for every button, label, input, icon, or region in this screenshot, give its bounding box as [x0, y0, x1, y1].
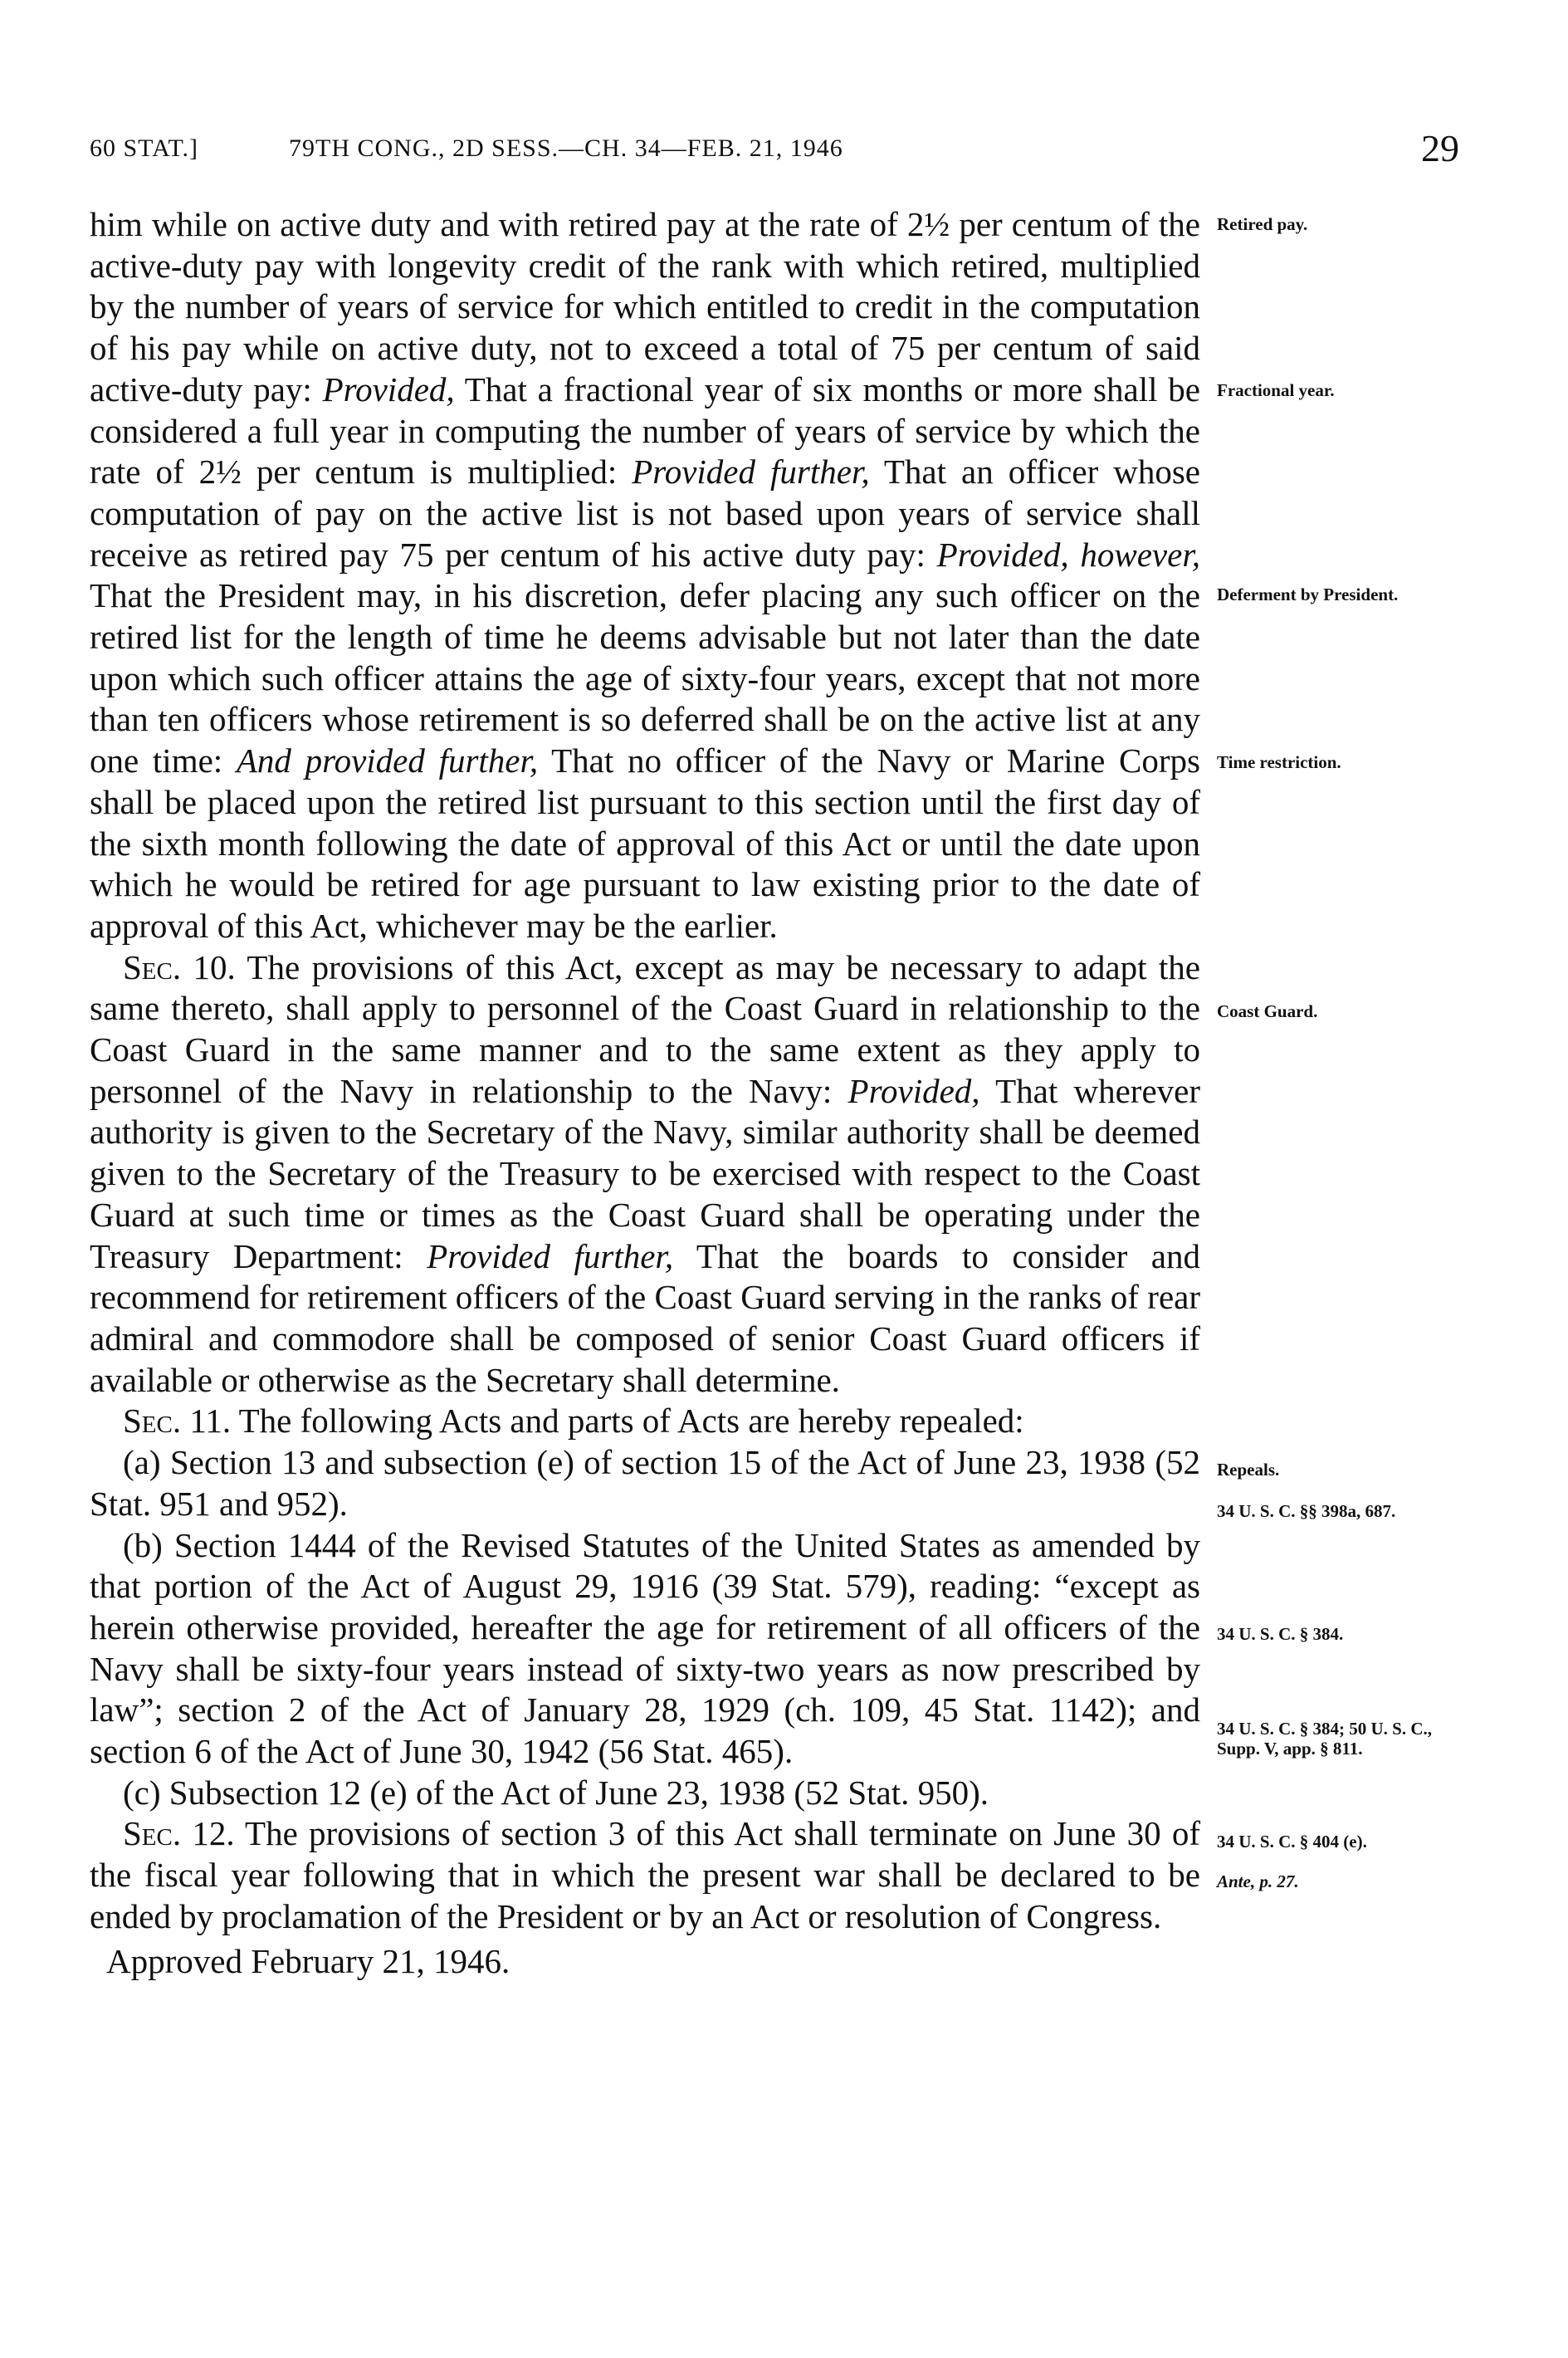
repeal-item-b: (b) Section 1444 of the Revised Statutes of the United States as amended by that portion of the Act of August 29, 1916 (39 Stat. 579), reading: “except as herein otherwise provided, hereafter the age for retirement of all officers of the Navy shall be sixty-four years instead of sixty-two years as now prescribed by law”; section 2 of the Act of January 28, 1929 (ch. 109, 45 Stat. 1142); and section 6 of the Act of June 30, 1942 (56 Stat. 465).	[90, 1525, 1200, 1771]
margin-note-retired-pay: Retired pay.	[1217, 214, 1308, 234]
running-header	[90, 126, 1459, 176]
section-11: Sec. 11. The following Acts and parts of Acts are hereby repealed:	[123, 1402, 1024, 1441]
margin-note-coast-guard: Coast Guard.	[1217, 1001, 1318, 1021]
margin-note-fractional-year: Fractional year.	[1217, 380, 1335, 400]
margin-note-repeals: Repeals.	[1217, 1460, 1280, 1480]
statute-body	[90, 204, 1200, 1982]
margin-note-deferment: Deferment by President.	[1217, 585, 1399, 604]
repeal-item-c: (c) Subsection 12 (e) of the Act of June 23, 1938 (52 Stat. 950).	[123, 1773, 989, 1812]
paragraph-retired-pay: him while on active duty and with retired pay at the rate of 2½ per centum of the active-duty pay with longevity credit of the rank with which retired, multiplied by the number of years of service for which entitled to credit in the computation of his pay while on active duty, not to exceed a total of 75 per centum of said active-duty pay: Provided, That a fractional year of six months or more shall be considered a full year in computing the number of years of service by which the rate of 2½ per centum is multiplied: Provided further, That an officer whose computation of pay on the active list is not based upon years of service shall receive as retired pay 75 per centum of his active duty pay: Provided, however, That the President may, in his discretion, defer placing any such officer on the retired list for the length of time he deems advisable but not later than the date upon which such officer attains the age of sixty-four years, except that not more than ten officers whose retirement is so deferred shall be on the active list at any one time: And provided further, That no officer of the Navy or Marine Corps shall be placed upon the retired list pursuant to this section until the first day of the sixth month following the date of approval of this Act or until the date upon which he would be retired for age pursuant to law existing prior to the date of approval of this Act, whichever may be the earlier.	[90, 205, 1200, 945]
volume-citation: 60 STAT.]	[90, 135, 199, 162]
margin-note-usc-384-supp: 34 U. S. C. § 384; 50 U. S. C., Supp. V, app. § 811.	[1217, 1719, 1433, 1759]
margin-note-usc-384: 34 U. S. C. § 384.	[1217, 1624, 1344, 1644]
section-10: Sec. 10. The provisions of this Act, except as may be necessary to adapt the same thereto, shall apply to personnel of the Coast Guard in relationship to the Coast Guard in the same manner and to the same extent as they apply to personnel of the Navy in relationship to the Navy: Provided, That wherever authority is given to the Secretary of the Navy, similar authority shall be deemed given to the Secretary of the Treasury to be exercised with respect to the Coast Guard at such time or times as the Coast Guard shall be operating under the Treasury Department: Provided further, That the boards to consider and recommend for retirement officers of the Coast Guard serving in the ranks of rear admiral and commodore shall be composed of senior Coast Guard officers if available or otherwise as the Secretary shall determine.	[90, 947, 1200, 1399]
margin-note-usc-404e: 34 U. S. C. § 404 (e).	[1217, 1832, 1367, 1852]
margin-note-ante: Ante, p. 27.	[1217, 1871, 1299, 1891]
section-12: Sec. 12. The provisions of section 3 of this Act shall terminate on June 30 of the fiscal year following that in which the present war shall be declared to be ended by proclamation of the President or by an Act or resolution of Congress.	[90, 1814, 1200, 1935]
session-chapter-date: 79TH CONG., 2D SESS.—CH. 34—FEB. 21, 1946	[289, 135, 843, 162]
approval-line: Approved February 21, 1946.	[106, 1941, 510, 1980]
margin-note-usc-398a: 34 U. S. C. §§ 398a, 687.	[1217, 1501, 1396, 1521]
page-number: 29	[1421, 127, 1459, 169]
repeal-item-a: (a) Section 13 and subsection (e) of section 15 of the Act of June 23, 1938 (52 Stat. 951 and 952).	[90, 1443, 1200, 1523]
margin-note-time-restriction: Time restriction.	[1217, 752, 1341, 772]
